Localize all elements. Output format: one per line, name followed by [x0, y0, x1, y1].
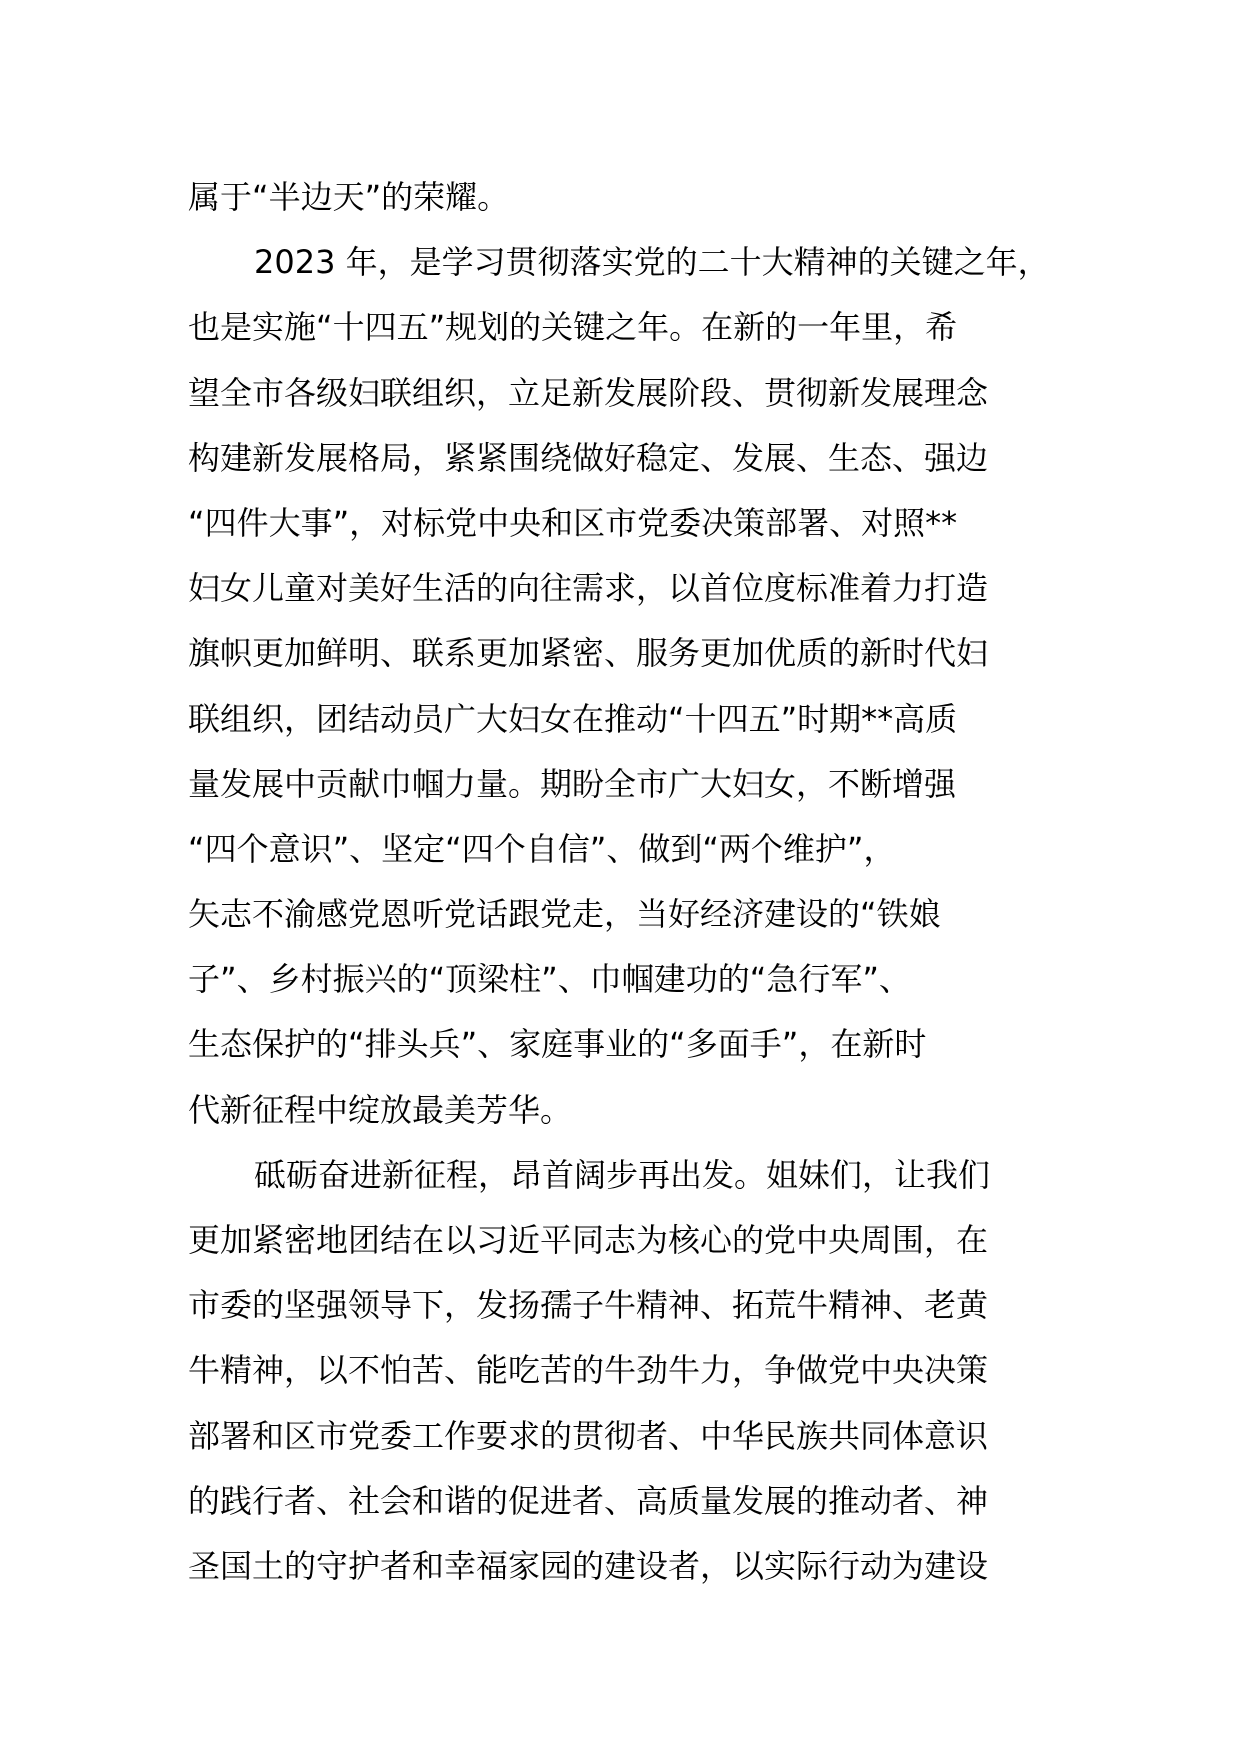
text-line: 子”、乡村振兴的“顶梁柱”、巾帼建功的“急行军”、	[188, 960, 911, 999]
text-line: 砥砺奋进新征程，昂首阔步再出发。姐妹们，让我们	[254, 1155, 991, 1194]
text-line: 生态保护的“排头兵”、家庭事业的“多面手”，在新时	[188, 1025, 927, 1064]
text-line: 部署和区市党委工作要求的贯彻者、中华民族共同体意识	[188, 1416, 989, 1455]
text-line: 代新征程中绽放最美芳华。	[188, 1090, 573, 1129]
document-body	[188, 165, 1088, 1599]
text-line: 望全市各级妇联组织，立足新发展阶段、贯彻新发展理念	[188, 373, 989, 412]
text-line: 属于“半边天”的荣耀。	[188, 178, 510, 216]
text-line: 牛精神，以不怕苦、能吃苦的牛劲牛力，争做党中央决策	[188, 1351, 989, 1390]
text-line: 联组织，团结动员广大妇女在推动“十四五”时期**高质	[188, 699, 958, 738]
text-line: 旗帜更加鲜明、联系更加紧密、服务更加优质的新时代妇	[188, 634, 989, 673]
text-line: 更加紧密地团结在以习近平同志为核心的党中央周围，在	[188, 1221, 989, 1259]
text-line: 市委的坚强领导下，发扬孺子牛精神、拓荒牛精神、老黄	[188, 1286, 989, 1325]
text-line: 量发展中贡献巾帼力量。期盼全市广大妇女，不断增强	[188, 764, 957, 803]
text-line: 2023 年，是学习贯彻落实党的二十大精神的关键之年，	[254, 243, 1050, 282]
text-line: 矢志不渝感党恩听党话跟党走，当好经济建设的“铁娘	[188, 895, 941, 934]
paragraph-3	[188, 1143, 1088, 1599]
text-line: 的践行者、社会和谐的促进者、高质量发展的推动者、神	[188, 1481, 989, 1520]
paragraph-1	[188, 165, 1088, 230]
text-line: “四个意识”、坚定“四个自信”、做到“两个维护”，	[188, 829, 896, 868]
text-line: “四件大事”，对标党中央和区市党委决策部署、对照**	[188, 503, 958, 542]
text-line: 圣国土的守护者和幸福家园的建设者，以实际行动为建设	[188, 1546, 989, 1585]
text-line: 妇女儿童对美好生活的向往需求，以首位度标准着力打造	[188, 569, 989, 608]
text-line: 构建新发展格局，紧紧围绕做好稳定、发展、生态、强边	[188, 438, 989, 477]
text-line: 也是实施“十四五”规划的关键之年。在新的一年里，希	[188, 308, 958, 347]
paragraph-2	[188, 230, 1088, 1143]
